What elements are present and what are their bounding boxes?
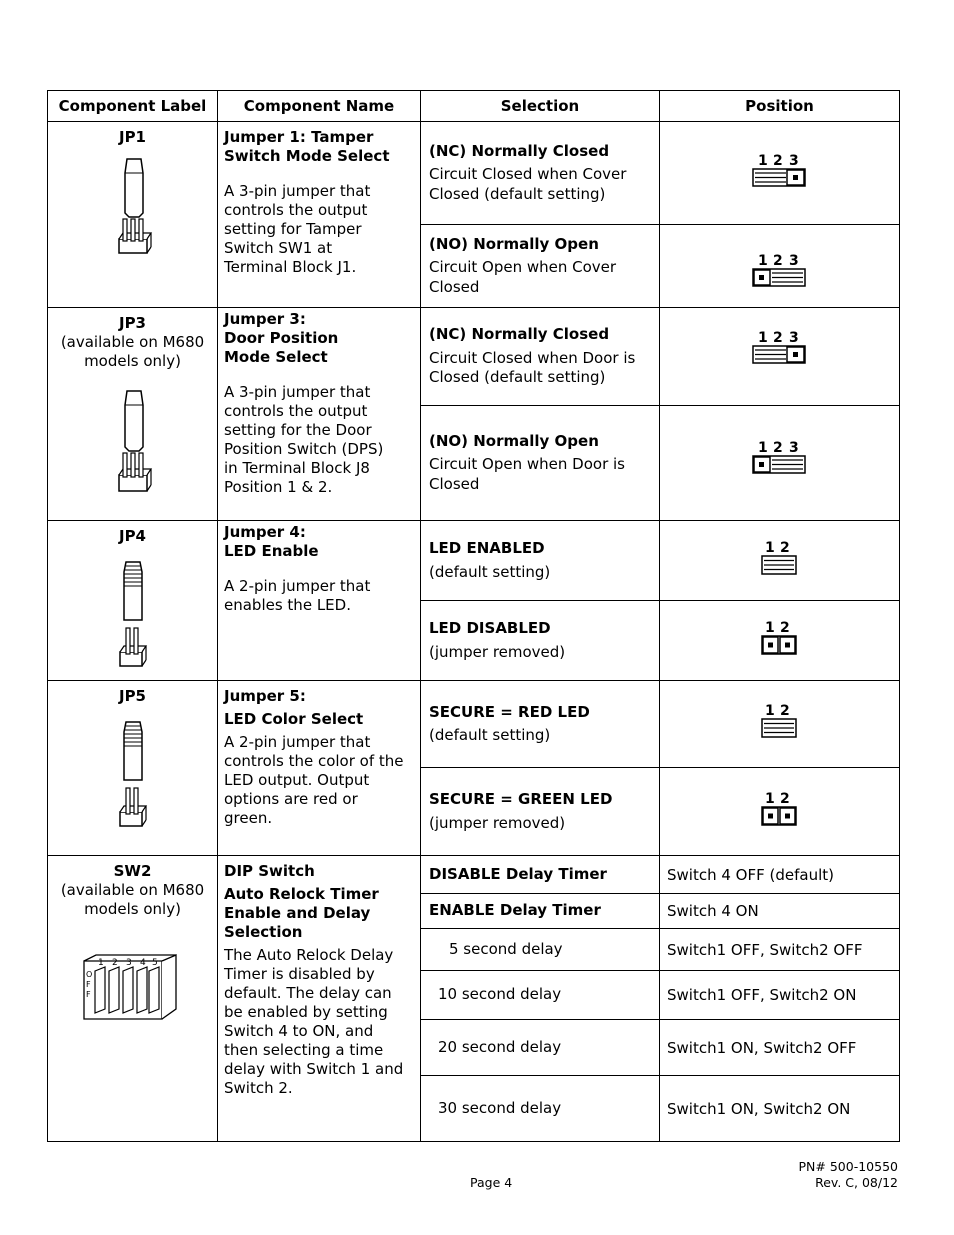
sw2-sel-10s: 10 second delay xyxy=(421,971,660,1020)
sw2-desc-line: then selecting a time xyxy=(224,1041,384,1059)
jp5-label: JP5 xyxy=(118,687,146,705)
sw2-note: (available on M680 xyxy=(60,881,205,899)
jp4-desc-line: enables the LED. xyxy=(224,596,351,614)
sw2-name-cell xyxy=(218,856,421,1142)
jumper-off-icon xyxy=(760,620,800,658)
jp3-desc-line: Position 1 & 2. xyxy=(224,478,333,496)
jumper-pins-1-2-icon xyxy=(751,440,809,476)
svg-text:5: 5 xyxy=(152,958,158,968)
header-row xyxy=(48,91,900,122)
sw2-name-title-2: Auto Relock Timer xyxy=(224,885,379,903)
sw2-note: models only) xyxy=(84,900,181,918)
sw2-name-title-2: Enable and Delay xyxy=(224,904,371,922)
sw2-sel-30s: 30 second delay xyxy=(421,1076,660,1142)
jp1-label-cell xyxy=(48,122,218,308)
jp5-desc-line: A 2-pin jumper that xyxy=(224,733,371,751)
part-number xyxy=(799,1159,898,1191)
svg-text:1: 1 xyxy=(764,539,775,556)
svg-text:1: 1 xyxy=(764,790,775,807)
sw2-sel-5s: 5 second delay xyxy=(421,929,660,971)
jumper-pins-2-3-icon xyxy=(751,330,809,366)
svg-text:2: 2 xyxy=(772,440,783,456)
sw2-row-0 xyxy=(48,856,900,894)
jp5-desc-line: controls the color of the xyxy=(224,752,404,770)
part-number-text: PN# 500-10550 xyxy=(798,1159,898,1174)
jp3-sel-no xyxy=(421,406,660,521)
jp3-name-title: Mode Select xyxy=(224,348,328,366)
jp5-desc-line: green. xyxy=(224,809,273,827)
jp4-sel-enabled-title: LED ENABLED xyxy=(429,539,545,557)
jp1-sel-nc-desc: Closed (default setting) xyxy=(429,184,606,203)
jp5-desc-line: options are red or xyxy=(224,790,358,808)
jp3-name-cell xyxy=(218,308,421,521)
jp4-pos-enabled xyxy=(660,521,900,601)
revision-text: Rev. C, 08/12 xyxy=(815,1175,898,1190)
sw2-label: SW2 xyxy=(113,862,152,880)
jumper-pins-2-3-icon xyxy=(751,153,809,189)
sw2-pos-disable: Switch 4 OFF (default) xyxy=(660,856,900,894)
jp1-sel-nc-desc: Circuit Closed when Cover xyxy=(429,165,627,184)
jp1-label: JP1 xyxy=(118,128,146,146)
svg-text:1: 1 xyxy=(757,329,768,346)
header-selection: Selection xyxy=(421,91,660,122)
jp3-label: JP3 xyxy=(118,314,146,332)
jp4-sel-enabled xyxy=(421,521,660,601)
svg-text:2: 2 xyxy=(779,703,790,719)
svg-text:1: 1 xyxy=(757,253,768,269)
jp3-desc-line: Position Switch (DPS) xyxy=(224,440,384,458)
jumper-off-icon xyxy=(760,791,800,829)
sw2-desc-line: default. The delay can xyxy=(224,984,392,1002)
jp4-name-title: Jumper 4: xyxy=(224,523,306,541)
dip-switch-icon xyxy=(82,953,178,1023)
jp5-pos-red xyxy=(660,681,900,768)
jp3-label-cell xyxy=(48,308,218,521)
sw2-label-cell xyxy=(48,856,218,1142)
jp4-row-a xyxy=(48,521,900,601)
jp1-desc-line: Switch SW1 at xyxy=(224,239,333,257)
jp3-sel-nc-title: (NC) Normally Closed xyxy=(429,325,610,344)
sw2-sel-enable: ENABLE Delay Timer xyxy=(421,894,660,929)
header-component-name: Component Name xyxy=(218,91,421,122)
jp5-sel-green xyxy=(421,768,660,856)
jp1-pos-nc xyxy=(660,122,900,225)
jp5-label-cell xyxy=(48,681,218,856)
sw2-name-title-1: DIP Switch xyxy=(224,862,315,880)
jp3-sel-nc xyxy=(421,308,660,406)
sw2-sel-20s: 20 second delay xyxy=(421,1020,660,1076)
jp5-sel-red-desc: (default setting) xyxy=(429,726,551,744)
jp3-pos-nc xyxy=(660,308,900,406)
jp5-name-title-2: LED Color Select xyxy=(224,710,364,728)
jp3-pos-no xyxy=(660,406,900,521)
header-component-label: Component Label xyxy=(48,91,218,122)
jp4-name-title: LED Enable xyxy=(224,542,319,560)
svg-text:O: O xyxy=(86,970,93,979)
jp4-sel-disabled-desc: (jumper removed) xyxy=(429,642,566,661)
jp4-sel-enabled-desc: (default setting) xyxy=(429,562,551,581)
sw2-desc-line: Switch 4 to ON, and xyxy=(224,1022,374,1040)
jp3-sel-no-desc: Circuit Open when Door is xyxy=(429,455,625,474)
jumper-on-icon xyxy=(760,540,800,578)
jp5-sel-red xyxy=(421,681,660,768)
jp4-label: JP4 xyxy=(118,527,146,545)
jp1-desc-line: Terminal Block J1. xyxy=(224,258,357,276)
svg-text:2: 2 xyxy=(779,619,790,636)
jp3-name-title: Jumper 3: xyxy=(224,310,306,328)
jp4-desc-line: A 2-pin jumper that xyxy=(224,577,371,595)
jp4-name-cell xyxy=(218,521,421,681)
svg-text:2: 2 xyxy=(779,790,790,807)
jp4-pos-disabled xyxy=(660,601,900,681)
svg-text:F: F xyxy=(86,990,91,999)
jp3-desc-line: A 3-pin jumper that xyxy=(224,383,371,401)
sw2-pos-30s: Switch1 ON, Switch2 ON xyxy=(660,1076,900,1142)
jumper-3pin-icon xyxy=(113,389,153,495)
svg-text:2: 2 xyxy=(772,253,783,269)
sw2-name-title-2: Selection xyxy=(224,923,303,941)
jp3-note: (available on M680 xyxy=(60,333,205,351)
jp3-sel-nc-desc: Circuit Closed when Door is xyxy=(429,348,636,367)
jp1-sel-nc xyxy=(421,122,660,225)
sw2-desc-line: Timer is disabled by xyxy=(224,965,375,983)
svg-text:2: 2 xyxy=(112,958,118,968)
jp3-sel-nc-desc: Closed (default setting) xyxy=(429,368,606,387)
jp1-row-a xyxy=(48,122,900,225)
jp3-sel-no-desc: Closed xyxy=(429,474,480,493)
header-position: Position xyxy=(660,91,900,122)
jp5-sel-green-title: SECURE = GREEN LED xyxy=(429,790,613,808)
svg-text:1: 1 xyxy=(98,958,104,968)
svg-text:3: 3 xyxy=(788,253,799,269)
jp5-name-cell xyxy=(218,681,421,856)
jp1-desc-line: controls the output xyxy=(224,201,368,219)
jp3-sel-no-title: (NO) Normally Open xyxy=(429,431,599,450)
jp4-label-cell xyxy=(48,521,218,681)
jumper-2pin-icon xyxy=(116,720,150,832)
jp4-sel-disabled xyxy=(421,601,660,681)
sw2-sel-disable: DISABLE Delay Timer xyxy=(421,856,660,894)
svg-text:4: 4 xyxy=(140,958,146,968)
svg-text:3: 3 xyxy=(788,440,799,456)
jp4-sel-disabled-title: LED DISABLED xyxy=(429,619,551,637)
jp5-sel-red-title: SECURE = RED LED xyxy=(429,702,590,721)
jumper-pins-1-2-icon xyxy=(751,253,809,289)
page-number: Page 4 xyxy=(470,1175,513,1190)
jp5-row-a xyxy=(48,681,900,768)
jp3-name-title: Door Position xyxy=(224,329,339,347)
jp1-desc-line: A 3-pin jumper that xyxy=(224,182,371,200)
jp1-pos-no xyxy=(660,225,900,308)
jp1-sel-no-desc: Circuit Open when Cover xyxy=(429,258,617,277)
jp1-sel-nc-title: (NC) Normally Closed xyxy=(429,141,610,160)
sw2-pos-20s: Switch1 ON, Switch2 OFF xyxy=(660,1020,900,1076)
jp5-pos-green xyxy=(660,768,900,856)
jp5-name-title-1: Jumper 5: xyxy=(224,687,306,705)
jumper-3pin-icon xyxy=(113,157,153,257)
sw2-desc-line: be enabled by setting xyxy=(224,1003,388,1021)
sw2-desc-line: The Auto Relock Delay xyxy=(224,946,394,964)
jp1-sel-no-desc: Closed xyxy=(429,277,480,296)
jumper-2pin-icon xyxy=(116,560,150,672)
svg-text:F: F xyxy=(86,980,91,989)
svg-text:3: 3 xyxy=(126,958,132,968)
sw2-pos-5s: Switch1 OFF, Switch2 OFF xyxy=(660,929,900,971)
svg-text:2: 2 xyxy=(772,329,783,346)
sw2-desc-line: delay with Switch 1 and xyxy=(224,1060,404,1078)
svg-text:1: 1 xyxy=(757,153,768,169)
svg-text:1: 1 xyxy=(764,703,775,719)
component-table xyxy=(47,90,900,1142)
sw2-pos-enable: Switch 4 ON xyxy=(660,894,900,929)
jp3-desc-line: in Terminal Block J8 xyxy=(224,459,370,477)
svg-text:3: 3 xyxy=(788,329,799,346)
jp3-note: models only) xyxy=(84,352,181,370)
jp3-desc-line: setting for the Door xyxy=(224,421,372,439)
jp1-sel-no-title: (NO) Normally Open xyxy=(429,234,599,253)
sw2-pos-10s: Switch1 OFF, Switch2 ON xyxy=(660,971,900,1020)
jp1-sel-no xyxy=(421,225,660,308)
svg-text:2: 2 xyxy=(779,539,790,556)
svg-text:3: 3 xyxy=(788,153,799,169)
jp5-desc-line: LED output. Output xyxy=(224,771,370,789)
jp1-desc-line: setting for Tamper xyxy=(224,220,362,238)
svg-text:1: 1 xyxy=(764,619,775,636)
svg-text:2: 2 xyxy=(772,153,783,169)
jp5-sel-green-desc: (jumper removed) xyxy=(429,813,566,832)
jp1-name-title-1: Jumper 1: Tamper xyxy=(224,128,374,146)
jp1-name-title-2: Switch Mode Select xyxy=(224,147,390,165)
jumper-on-icon xyxy=(760,703,800,741)
jp3-desc-line: controls the output xyxy=(224,402,368,420)
sw2-desc-line: Switch 2. xyxy=(224,1079,293,1097)
svg-text:1: 1 xyxy=(757,440,768,456)
jp1-name-cell xyxy=(218,122,421,308)
jp3-row-a xyxy=(48,308,900,406)
